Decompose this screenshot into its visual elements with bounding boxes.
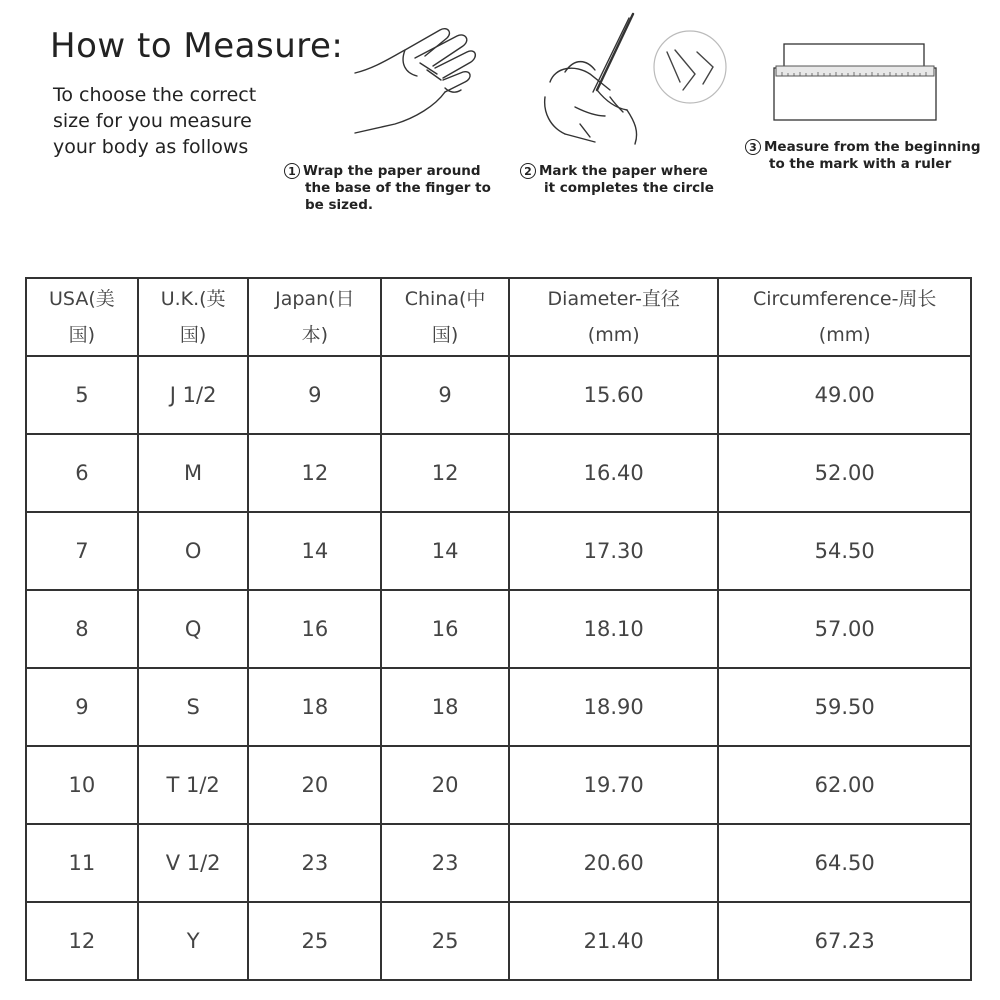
pen-mark-icon xyxy=(535,12,730,152)
table-row xyxy=(26,590,971,668)
cell-uk: Q xyxy=(138,590,249,668)
cell-usa: 5 xyxy=(26,356,138,434)
cell-usa: 11 xyxy=(26,824,138,902)
cell-china: 14 xyxy=(381,512,509,590)
step-text: Wrap the paper around xyxy=(303,163,481,179)
cell-japan: 25 xyxy=(248,902,381,980)
cell-china: 9 xyxy=(381,356,509,434)
intro-line: your body as follows xyxy=(53,136,249,158)
cell-uk: M xyxy=(138,434,249,512)
intro-line: To choose the correct xyxy=(53,84,257,106)
cell-japan: 20 xyxy=(248,746,381,824)
cell-japan: 9 xyxy=(248,356,381,434)
ring-size-table xyxy=(25,277,972,981)
cell-diameter: 21.40 xyxy=(509,902,718,980)
cell-diameter: 15.60 xyxy=(509,356,718,434)
cell-uk: J 1/2 xyxy=(138,356,249,434)
cell-usa: 12 xyxy=(26,902,138,980)
col-header-uk: U.K.(英 国) xyxy=(138,278,249,356)
col-header-circumference: Circumference-周长 (mm) xyxy=(718,278,971,356)
cell-diameter: 20.60 xyxy=(509,824,718,902)
table-row xyxy=(26,356,971,434)
step-text: be sized. xyxy=(305,197,373,213)
table-row xyxy=(26,434,971,512)
cell-diameter: 18.10 xyxy=(509,590,718,668)
step-3 xyxy=(745,139,981,173)
cell-circumference: 64.50 xyxy=(718,824,971,902)
table-header-row xyxy=(26,278,971,356)
cell-china: 25 xyxy=(381,902,509,980)
col-header-china: China(中 国) xyxy=(381,278,509,356)
cell-circumference: 54.50 xyxy=(718,512,971,590)
step-2 xyxy=(520,163,714,197)
cell-china: 18 xyxy=(381,668,509,746)
intro-text xyxy=(53,82,313,160)
cell-diameter: 16.40 xyxy=(509,434,718,512)
cell-usa: 7 xyxy=(26,512,138,590)
cell-china: 12 xyxy=(381,434,509,512)
col-header-japan: Japan(日 本) xyxy=(248,278,381,356)
cell-uk: S xyxy=(138,668,249,746)
cell-usa: 6 xyxy=(26,434,138,512)
cell-circumference: 59.50 xyxy=(718,668,971,746)
step-number: 1 xyxy=(284,163,300,179)
cell-uk: V 1/2 xyxy=(138,824,249,902)
step-text: to the mark with a ruler xyxy=(769,156,952,172)
page-title: How to Measure: xyxy=(50,26,344,66)
cell-usa: 9 xyxy=(26,668,138,746)
cell-uk: O xyxy=(138,512,249,590)
cell-china: 20 xyxy=(381,746,509,824)
step-text: Mark the paper where xyxy=(539,163,708,179)
cell-japan: 12 xyxy=(248,434,381,512)
cell-circumference: 57.00 xyxy=(718,590,971,668)
step-1 xyxy=(284,163,491,214)
step-number: 2 xyxy=(520,163,536,179)
step-text: it completes the circle xyxy=(544,180,714,196)
table-row xyxy=(26,746,971,824)
step-text: Measure from the beginning xyxy=(764,139,981,155)
step-number: 3 xyxy=(745,139,761,155)
cell-circumference: 62.00 xyxy=(718,746,971,824)
hand-wrap-icon xyxy=(345,18,495,153)
cell-japan: 23 xyxy=(248,824,381,902)
cell-circumference: 52.00 xyxy=(718,434,971,512)
cell-japan: 14 xyxy=(248,512,381,590)
ruler-icon xyxy=(772,42,937,122)
cell-circumference: 67.23 xyxy=(718,902,971,980)
cell-china: 23 xyxy=(381,824,509,902)
cell-diameter: 17.30 xyxy=(509,512,718,590)
cell-diameter: 18.90 xyxy=(509,668,718,746)
intro-line: size for you measure xyxy=(53,110,252,132)
col-header-usa: USA(美 国) xyxy=(26,278,138,356)
cell-japan: 18 xyxy=(248,668,381,746)
table-row xyxy=(26,902,971,980)
cell-diameter: 19.70 xyxy=(509,746,718,824)
cell-japan: 16 xyxy=(248,590,381,668)
table-row xyxy=(26,668,971,746)
cell-usa: 8 xyxy=(26,590,138,668)
table-row xyxy=(26,824,971,902)
cell-uk: Y xyxy=(138,902,249,980)
cell-usa: 10 xyxy=(26,746,138,824)
cell-uk: T 1/2 xyxy=(138,746,249,824)
cell-china: 16 xyxy=(381,590,509,668)
col-header-diameter: Diameter-直径 (mm) xyxy=(509,278,718,356)
cell-circumference: 49.00 xyxy=(718,356,971,434)
step-text: the base of the finger to xyxy=(305,180,491,196)
table-row xyxy=(26,512,971,590)
